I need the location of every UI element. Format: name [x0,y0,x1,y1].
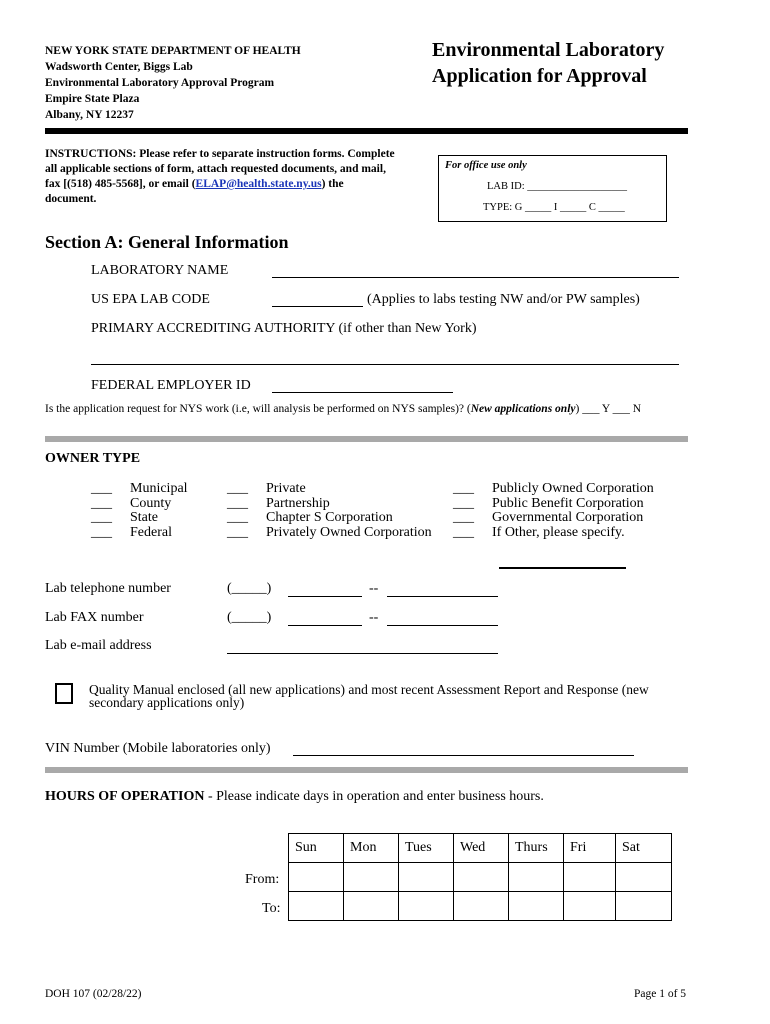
nys-question-options[interactable]: ) ___ Y ___ N [575,403,642,415]
form-title [432,37,664,89]
day-thurs: Thurs [509,834,564,863]
fax-label: Lab FAX number [45,610,144,625]
owner-options-col1 [130,482,188,540]
owner-option-other: If Other, please specify. [492,524,625,540]
instructions [45,147,395,207]
owner-option-chapter-s: Chapter S Corporation [266,510,393,525]
owner-option-governmental: Governmental Corporation [492,510,644,525]
office-use-box [438,155,667,222]
day-wed: Wed [454,834,509,863]
owner-checkbox-col2[interactable] [227,482,248,540]
agency-line: Empire State Plaza [45,93,140,105]
form-title-line: Environmental Laboratory [432,39,665,61]
quality-manual-line: secondary applications only) [89,695,245,710]
from-wed-cell[interactable] [454,863,509,892]
email-label: Lab e-mail address [45,638,152,653]
agency-line: NEW YORK STATE DEPARTMENT OF HEALTH [45,45,301,57]
owner-blank[interactable]: ___ [453,524,474,540]
to-mon-cell[interactable] [344,892,399,921]
day-tues: Tues [399,834,454,863]
day-sat: Sat [616,834,672,863]
agency-line: Albany, NY 12237 [45,109,134,121]
from-sun-cell[interactable] [289,863,344,892]
fein-field[interactable] [272,392,453,393]
phone-number-field[interactable] [387,596,498,597]
instructions-text: INSTRUCTIONS: Please refer to separate instruction forms. Complete all applicable sections of form, attach requested documents, and mail, fax [(518) 485-5568], or email ( [45,148,395,190]
hours-table [288,833,672,921]
from-row [289,863,672,892]
epa-code-note: (Applies to labs testing NW and/or PW samples) [367,292,640,307]
from-mon-cell[interactable] [344,863,399,892]
quality-manual-text [89,683,649,709]
owner-blank[interactable]: ___ [453,510,474,525]
page-number: Page 1 of 5 [634,988,687,1000]
owner-option-public-benefit: Public Benefit Corporation [492,495,644,511]
fax-dash: -- [369,610,379,625]
to-sat-cell[interactable] [616,892,672,921]
instructions-text-end: ) the document. [45,178,344,205]
vin-field[interactable] [293,755,634,756]
epa-code-label: US EPA LAB CODE [91,292,210,307]
section-divider [45,767,688,773]
owner-blank[interactable]: ___ [227,481,248,496]
to-fri-cell[interactable] [564,892,616,921]
day-mon: Mon [344,834,399,863]
to-sun-cell[interactable] [289,892,344,921]
to-row [289,892,672,921]
nys-work-question [45,403,641,415]
day-sun: Sun [289,834,344,863]
vin-label: VIN Number (Mobile laboratories only) [45,741,271,756]
owner-blank[interactable]: ___ [91,481,112,496]
owner-blank[interactable]: ___ [453,481,474,496]
office-use-title: For office use only [445,160,527,171]
lab-name-label: LABORATORY NAME [91,263,229,278]
owner-option-privately-owned: Privately Owned Corporation [266,524,432,540]
owner-blank[interactable]: ___ [453,495,474,511]
agency-line: Wadsworth Center, Biggs Lab [45,61,193,73]
phone-dash: -- [369,581,379,596]
quality-manual-checkbox[interactable] [55,683,73,704]
header-divider [45,128,688,134]
hours-heading [45,789,544,805]
nys-question-text: Is the application request for NYS work (i.e, will analysis be performed on NYS samples)? ( [45,403,471,415]
to-wed-cell[interactable] [454,892,509,921]
hours-title: HOURS OF OPERATION [45,789,205,804]
form-title-line: Application for Approval [432,65,647,87]
fein-label: FEDERAL EMPLOYER ID [91,378,251,393]
fax-number-field[interactable] [387,625,498,626]
owner-option-federal: Federal [130,524,172,540]
owner-option-county: County [130,495,172,511]
owner-blank[interactable]: ___ [227,510,248,525]
section-a-title: Section A: General Information [45,232,289,252]
fax-area-code[interactable]: (_____) [227,610,272,625]
owner-option-state: State [130,510,158,525]
days-row [289,834,672,863]
owner-option-municipal: Municipal [130,481,188,496]
owner-option-partnership: Partnership [266,495,330,511]
form-id: DOH 107 (02/28/22) [45,988,142,1000]
lab-id-field: LAB ID: ___________________ [487,181,627,192]
owner-blank[interactable]: ___ [91,524,112,540]
from-thurs-cell[interactable] [509,863,564,892]
agency-address [45,43,301,123]
phone-label: Lab telephone number [45,581,171,596]
owner-checkbox-col1[interactable] [91,482,112,540]
phone-area-code[interactable]: (_____) [227,581,272,596]
phone-prefix-field[interactable] [288,596,362,597]
hours-subtitle: - Please indicate days in operation and enter business hours. [204,789,544,804]
owner-other-field[interactable] [499,567,626,569]
quality-manual-line: Quality Manual enclosed (all new applications) and most recent Assessment Report and Response (new [89,682,649,697]
from-sat-cell[interactable] [616,863,672,892]
owner-options-col3 [492,482,654,540]
owner-option-publicly-owned: Publicly Owned Corporation [492,481,654,496]
nys-question-emphasis: New applications only [470,403,576,415]
fax-prefix-field[interactable] [288,625,362,626]
epa-code-field[interactable] [272,306,363,307]
to-tues-cell[interactable] [399,892,454,921]
to-label: To: [262,901,281,916]
owner-blank[interactable]: ___ [227,495,248,511]
lab-name-field[interactable] [272,277,679,278]
accrediting-authority-field[interactable] [91,364,679,365]
agency-line: Environmental Laboratory Approval Program [45,77,275,89]
owner-blank[interactable]: ___ [91,495,112,511]
email-field[interactable] [227,653,498,654]
day-fri: Fri [564,834,616,863]
owner-type-title: OWNER TYPE [45,451,141,466]
owner-option-private: Private [266,481,306,496]
section-divider [45,436,688,442]
owner-blank[interactable]: ___ [227,524,248,540]
to-thurs-cell[interactable] [509,892,564,921]
owner-checkbox-col3[interactable] [453,482,474,540]
type-field: TYPE: G _____ I _____ C _____ [483,202,625,213]
owner-blank[interactable]: ___ [91,510,112,525]
from-label: From: [245,872,280,887]
from-fri-cell[interactable] [564,863,616,892]
from-tues-cell[interactable] [399,863,454,892]
owner-options-col2 [266,482,432,540]
accrediting-authority-label: PRIMARY ACCREDITING AUTHORITY (if other than New York) [91,321,477,336]
email-link[interactable]: ELAP@health.state.ny.us [195,178,322,190]
